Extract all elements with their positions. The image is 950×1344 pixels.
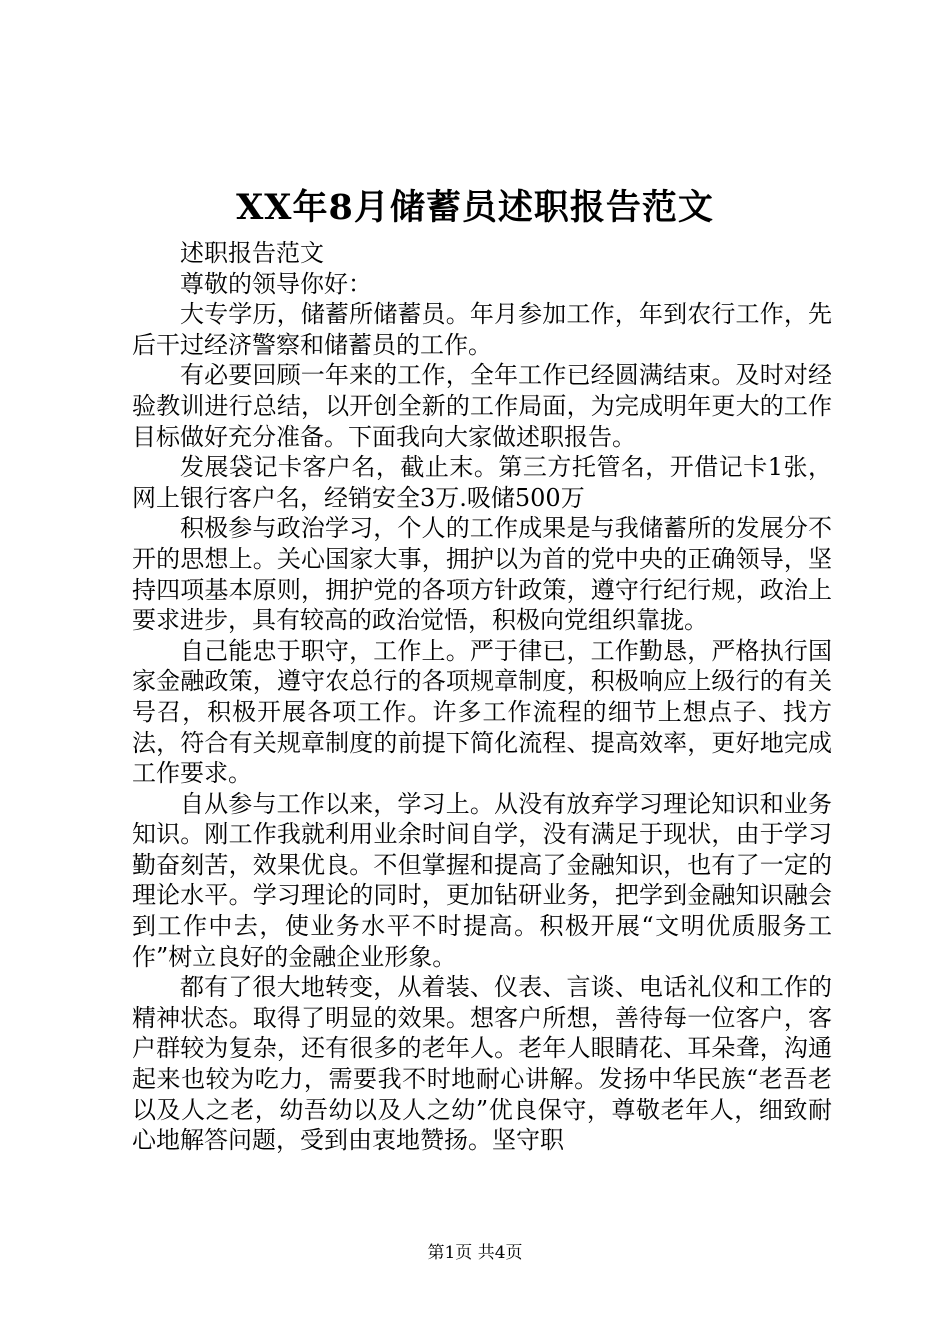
paragraph: 都有了很大地转变，从着装、仪表、言谈、电话礼仪和工作的精神状态。取得了明显的效果。想客户所想，善待每一位客户，客户群较为复杂，还有很多的老年人。老年人眼睛花、耳朵聋，沟通起来也较为吃力，需要我不时地耐心讲解。发扬中华民族“老吾老以及人之老，幼吾幼以及人之幼”优良保守，尊敬老年人，细致耐心地解答问题，受到由衷地赞扬。坚守职 [132, 973, 832, 1155]
paragraph: 自己能忠于职守，工作上。严于律已，工作勤恳，严格执行国家金融政策，遵守农总行的各项规章制度，积极响应上级行的有关号召，积极开展各项工作。许多工作流程的细节上想点子、找方法，符合有关规章制度的前提下简化流程、提高效率，更好地完成工作要求。 [132, 636, 832, 788]
document-title: XX年8月储蓄员述职报告范文 [236, 187, 714, 228]
paragraph: 积极参与政治学习，个人的工作成果是与我储蓄所的发展分不开的思想上。关心国家大事，拥护以为首的党中央的正确领导，坚持四项基本原则，拥护党的各项方针政策，遵守行纪行规，政治上要求进步，具有较高的政治觉悟，积极向党组织靠拢。 [132, 514, 832, 635]
paragraph: 有必要回顾一年来的工作，全年工作已经圆满结束。及时对经验教训进行总结，以开创全新的工作局面，为完成明年更大的工作目标做好充分准备。下面我向大家做述职报告。 [132, 361, 832, 451]
paragraph: 发展袋记卡客户名，截止末。第三方托管名，开借记卡1张，网上银行客户名，经销安全3万.吸储500万 [132, 453, 832, 512]
document-body [132, 238, 832, 1156]
paragraph-heading: 述职报告范文 [180, 239, 324, 267]
page-footer: 第1页 共4页 [427, 1243, 523, 1263]
paragraph: 大专学历，储蓄所储蓄员。年月参加工作，年到农行工作，先后干过经济警察和储蓄员的工作。 [132, 300, 832, 359]
paragraph: 自从参与工作以来，学习上。从没有放弃学习理论知识和业务知识。刚工作我就利用业余时间自学，没有满足于现状，由于学习勤奋刻苦，效果优良。不但掌握和提高了金融知识，也有了一定的理论水平。学习理论的同时，更加钻研业务，把学到金融知识融会到工作中去，使业务水平不时提高。积极开展“文明优质服务工作”树立良好的金融企业形象。 [132, 789, 832, 971]
paragraph-salutation: 尊敬的领导你好： [180, 269, 372, 298]
